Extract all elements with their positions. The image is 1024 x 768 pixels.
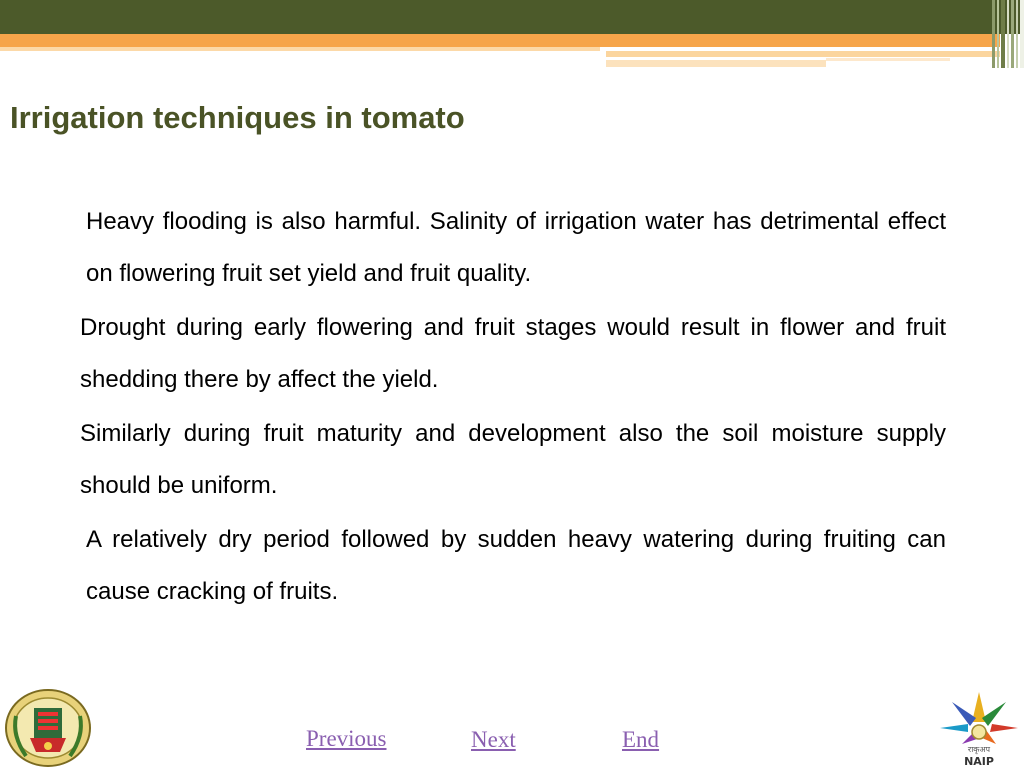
slide-title: Irrigation techniques in tomato [10,100,465,135]
header-orange-band [0,34,1000,47]
paragraph-flooding: Heavy flooding is also harmful. Salinity of irrigation water has detrimental effect on flowering fruit set yield and fruit quality. [86,208,946,287]
svg-text:राकृअप: राकृअप [967,745,991,754]
end-link[interactable]: End [622,727,660,752]
header-light-band [0,47,600,51]
header-accent-band-lower [606,60,826,67]
slide-body [80,196,946,620]
previous-link[interactable]: Previous [306,726,387,751]
paragraph-cracking: A relatively dry period followed by sudden heavy watering during fruiting can cause cracking of fruits. [86,526,946,605]
header-accent-line [826,58,950,61]
next-link[interactable]: Next [471,727,516,752]
university-emblem-icon [2,686,94,768]
paragraph-drought: Drought during early flowering and fruit stages would result in flower and fruit shedding there by affect the yield. [80,314,946,393]
header-accent-band [606,51,1000,57]
paragraph-moisture: Similarly during fruit maturity and development also the soil moisture supply should be uniform. [80,420,946,499]
naip-logo-text: NAIP [964,755,994,768]
header-stripes [992,0,1024,68]
naip-logo-icon [936,688,1022,768]
header-bar [0,0,1024,34]
